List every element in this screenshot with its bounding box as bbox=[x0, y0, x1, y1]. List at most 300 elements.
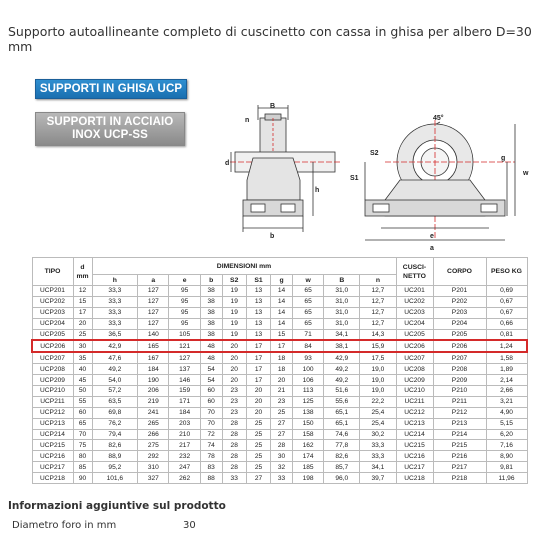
table-cell: P211 bbox=[433, 396, 486, 407]
table-cell: 42,9 bbox=[92, 340, 138, 352]
table-cell: 14 bbox=[271, 296, 293, 307]
table-cell: 11,96 bbox=[486, 473, 527, 484]
table-cell: 171 bbox=[169, 396, 200, 407]
table-cell: UCP203 bbox=[32, 307, 73, 318]
table-cell: UCP210 bbox=[32, 386, 73, 397]
table-cell: 206 bbox=[138, 386, 169, 397]
table-cell: P218 bbox=[433, 473, 486, 484]
supporti-ghisa-button[interactable]: SUPPORTI IN GHISA UCP bbox=[35, 79, 187, 99]
table-cell: 25 bbox=[271, 407, 293, 418]
table-cell: 113 bbox=[292, 386, 323, 397]
table-cell: 54 bbox=[200, 375, 222, 386]
table-cell: UCP207 bbox=[32, 352, 73, 363]
table-cell: 70 bbox=[200, 407, 222, 418]
table-cell: 19 bbox=[222, 307, 246, 318]
table-cell: 65,1 bbox=[324, 418, 360, 429]
table-cell: 90 bbox=[73, 473, 92, 484]
table-cell: 20 bbox=[222, 375, 246, 386]
table-cell: 9,81 bbox=[486, 462, 527, 473]
table-cell: P206 bbox=[433, 340, 486, 352]
table-row bbox=[32, 286, 527, 297]
table-cell: UCP216 bbox=[32, 451, 73, 462]
table-cell: UCP202 bbox=[32, 296, 73, 307]
table-cell: 78 bbox=[200, 451, 222, 462]
table-row bbox=[32, 473, 527, 484]
table-cell: 60 bbox=[200, 386, 222, 397]
table-cell: 100 bbox=[292, 364, 323, 375]
table-row bbox=[32, 307, 527, 318]
table-cell: UC213 bbox=[396, 418, 433, 429]
table-cell: UCP208 bbox=[32, 364, 73, 375]
header-corpo: CORPO bbox=[433, 258, 486, 286]
table-cell: 12 bbox=[73, 286, 92, 297]
table-cell: 19,0 bbox=[360, 375, 396, 386]
table-cell: 266 bbox=[138, 429, 169, 440]
table-cell: 15 bbox=[73, 296, 92, 307]
table-cell: 93 bbox=[292, 352, 323, 363]
table-cell: UCP211 bbox=[32, 396, 73, 407]
table-cell: 65 bbox=[73, 418, 92, 429]
table-cell: 63,5 bbox=[92, 396, 138, 407]
table-cell: 20 bbox=[222, 340, 246, 352]
table-cell: 33 bbox=[222, 473, 246, 484]
table-cell: 165 bbox=[138, 340, 169, 352]
table-cell: 30 bbox=[73, 340, 92, 352]
table-cell: 310 bbox=[138, 462, 169, 473]
table-cell: 57,2 bbox=[92, 386, 138, 397]
table-cell: 84 bbox=[292, 340, 323, 352]
table-cell: 162 bbox=[292, 440, 323, 451]
table-cell: 70 bbox=[73, 429, 92, 440]
table-cell: P214 bbox=[433, 429, 486, 440]
table-cell: 174 bbox=[292, 451, 323, 462]
info-value: 30 bbox=[183, 520, 196, 531]
product-description: Supporto autoallineante completo di cuscinetto con cassa in ghisa per albero D=30 mm bbox=[8, 24, 532, 54]
table-row bbox=[32, 396, 527, 407]
table-cell: 210 bbox=[169, 429, 200, 440]
table-cell: 33 bbox=[271, 473, 293, 484]
table-cell: P203 bbox=[433, 307, 486, 318]
table-cell: 50 bbox=[73, 386, 92, 397]
table-cell: 65 bbox=[292, 318, 323, 329]
table-cell: 23 bbox=[222, 386, 246, 397]
table-cell: 12,7 bbox=[360, 286, 396, 297]
header-d: d mm bbox=[73, 258, 92, 286]
table-cell: P215 bbox=[433, 440, 486, 451]
table-cell: 17 bbox=[73, 307, 92, 318]
table-cell: 82,6 bbox=[92, 440, 138, 451]
table-cell: 33,3 bbox=[92, 296, 138, 307]
table-cell: 19 bbox=[222, 296, 246, 307]
acciaio-line1: SUPPORTI IN ACCIAIO bbox=[46, 116, 174, 128]
subheader-e: e bbox=[169, 275, 200, 286]
specifications-table bbox=[31, 257, 528, 484]
table-cell: 20 bbox=[246, 386, 270, 397]
table-cell: 28 bbox=[222, 451, 246, 462]
table-cell: 19,0 bbox=[360, 386, 396, 397]
table-cell: 76,2 bbox=[92, 418, 138, 429]
table-cell: UC209 bbox=[396, 375, 433, 386]
table-cell: P217 bbox=[433, 462, 486, 473]
label-g: g bbox=[501, 155, 506, 162]
label-w: w bbox=[523, 170, 529, 177]
table-cell: 70 bbox=[200, 418, 222, 429]
table-cell: 51,6 bbox=[324, 386, 360, 397]
table-cell: 30,2 bbox=[360, 429, 396, 440]
table-cell: 0,66 bbox=[486, 318, 527, 329]
table-cell: 25 bbox=[246, 440, 270, 451]
table-cell: P212 bbox=[433, 407, 486, 418]
table-cell: 0,67 bbox=[486, 307, 527, 318]
table-cell: 31,0 bbox=[324, 318, 360, 329]
header-peso: PESO KG bbox=[486, 258, 527, 286]
subheader-b: B bbox=[324, 275, 360, 286]
table-cell: 49,2 bbox=[324, 364, 360, 375]
table-cell: 3,21 bbox=[486, 396, 527, 407]
table-cell: P213 bbox=[433, 418, 486, 429]
table-row bbox=[32, 352, 527, 363]
table-cell: UCP209 bbox=[32, 375, 73, 386]
table-cell: 1,58 bbox=[486, 352, 527, 363]
table-cell: 20 bbox=[222, 364, 246, 375]
label-d: d bbox=[225, 160, 230, 167]
table-row bbox=[32, 296, 527, 307]
subheader-b: b bbox=[200, 275, 222, 286]
table-row bbox=[32, 451, 527, 462]
subheader-w: w bbox=[292, 275, 323, 286]
table-cell: 31,0 bbox=[324, 286, 360, 297]
header-dimensioni: DIMENSIONI mm bbox=[92, 258, 396, 275]
table-cell: UC205 bbox=[396, 329, 433, 340]
table-cell: 17 bbox=[246, 352, 270, 363]
table-cell: UC210 bbox=[396, 386, 433, 397]
table-cell: 127 bbox=[138, 296, 169, 307]
table-cell: 146 bbox=[169, 375, 200, 386]
table-cell: 0,81 bbox=[486, 329, 527, 340]
table-cell: 12,7 bbox=[360, 318, 396, 329]
table-cell: 184 bbox=[138, 364, 169, 375]
table-cell: 19 bbox=[222, 329, 246, 340]
table-cell: 15 bbox=[271, 329, 293, 340]
table-cell: UC202 bbox=[396, 296, 433, 307]
table-cell: 60 bbox=[73, 407, 92, 418]
table-cell: 262 bbox=[169, 473, 200, 484]
table-cell: UC211 bbox=[396, 396, 433, 407]
label-S1: S1 bbox=[350, 175, 359, 182]
table-cell: UC216 bbox=[396, 451, 433, 462]
table-row bbox=[32, 340, 527, 352]
table-cell: 127 bbox=[138, 318, 169, 329]
table-cell: 184 bbox=[169, 407, 200, 418]
table-cell: 265 bbox=[138, 418, 169, 429]
table-cell: UCP218 bbox=[32, 473, 73, 484]
table-cell: 25 bbox=[73, 329, 92, 340]
table-cell: UC204 bbox=[396, 318, 433, 329]
table-cell: 203 bbox=[169, 418, 200, 429]
table-row bbox=[32, 318, 527, 329]
table-cell: 219 bbox=[138, 396, 169, 407]
table-cell: 17 bbox=[246, 340, 270, 352]
table-cell: 167 bbox=[138, 352, 169, 363]
header-tipo: TIPO bbox=[32, 258, 73, 286]
table-cell: P205 bbox=[433, 329, 486, 340]
table-cell: 65 bbox=[292, 296, 323, 307]
table-cell: 25 bbox=[246, 429, 270, 440]
table-cell: 8,90 bbox=[486, 451, 527, 462]
table-cell: 54 bbox=[200, 364, 222, 375]
table-cell: 33,3 bbox=[360, 440, 396, 451]
info-heading: Informazioni aggiuntive sul prodotto bbox=[8, 500, 226, 512]
table-cell: 2,66 bbox=[486, 386, 527, 397]
front-view bbox=[350, 114, 529, 250]
table-cell: 74,6 bbox=[324, 429, 360, 440]
acciaio-line2: INOX UCP-SS bbox=[72, 129, 148, 141]
table-cell: 49,2 bbox=[92, 364, 138, 375]
table-cell: 140 bbox=[138, 329, 169, 340]
table-cell: 185 bbox=[292, 462, 323, 473]
table-cell: 20 bbox=[222, 352, 246, 363]
table-cell: 12,7 bbox=[360, 296, 396, 307]
table-cell: 31,0 bbox=[324, 307, 360, 318]
table-cell: 13 bbox=[246, 286, 270, 297]
table-cell: 0,67 bbox=[486, 296, 527, 307]
table-cell: UC218 bbox=[396, 473, 433, 484]
table-cell: 95,2 bbox=[92, 462, 138, 473]
table-cell: 40 bbox=[73, 364, 92, 375]
table-cell: 17,5 bbox=[360, 352, 396, 363]
table-row bbox=[32, 364, 527, 375]
table-cell: 38 bbox=[200, 329, 222, 340]
table-cell: 1,24 bbox=[486, 340, 527, 352]
table-cell: 49,2 bbox=[324, 375, 360, 386]
side-view bbox=[225, 103, 340, 240]
table-cell: 12,7 bbox=[360, 307, 396, 318]
table-cell: 77,8 bbox=[324, 440, 360, 451]
label-b: b bbox=[270, 233, 275, 240]
table-cell: 54,0 bbox=[92, 375, 138, 386]
table-cell: 42,9 bbox=[324, 352, 360, 363]
table-cell: 38 bbox=[200, 318, 222, 329]
table-cell: 121 bbox=[169, 340, 200, 352]
table-cell: UCP201 bbox=[32, 286, 73, 297]
table-cell: 137 bbox=[169, 364, 200, 375]
table-cell: 45 bbox=[73, 375, 92, 386]
table-cell: 19 bbox=[222, 286, 246, 297]
table-cell: 19,0 bbox=[360, 364, 396, 375]
table-cell: 28 bbox=[222, 462, 246, 473]
table-cell: 34,1 bbox=[360, 462, 396, 473]
table-cell: 79,4 bbox=[92, 429, 138, 440]
table-cell: 22,2 bbox=[360, 396, 396, 407]
table-cell: 25 bbox=[246, 462, 270, 473]
subheader-s2: S2 bbox=[222, 275, 246, 286]
table-cell: UC203 bbox=[396, 307, 433, 318]
table-cell: 127 bbox=[169, 352, 200, 363]
table-cell: 33,3 bbox=[360, 451, 396, 462]
table-cell: 20 bbox=[246, 407, 270, 418]
table-cell: 60 bbox=[200, 396, 222, 407]
header-cuscinetto: CUSCI-NETTO bbox=[396, 258, 433, 286]
table-cell: 17 bbox=[246, 375, 270, 386]
table-cell: 127 bbox=[138, 286, 169, 297]
table-cell: 38,1 bbox=[324, 340, 360, 352]
table-cell: 14 bbox=[271, 318, 293, 329]
table-row bbox=[32, 462, 527, 473]
table-cell: 36,5 bbox=[92, 329, 138, 340]
table-cell: UCP212 bbox=[32, 407, 73, 418]
table-cell: 7,16 bbox=[486, 440, 527, 451]
table-cell: 82,6 bbox=[324, 451, 360, 462]
table-cell: 138 bbox=[292, 407, 323, 418]
table-cell: 65 bbox=[292, 286, 323, 297]
table-cell: 27 bbox=[246, 473, 270, 484]
table-cell: 18 bbox=[271, 352, 293, 363]
table-cell: 241 bbox=[138, 407, 169, 418]
table-cell: 72 bbox=[200, 429, 222, 440]
table-cell: 19 bbox=[222, 318, 246, 329]
table-cell: 33,3 bbox=[92, 318, 138, 329]
table-cell: UC206 bbox=[396, 340, 433, 352]
table-cell: 14,3 bbox=[360, 329, 396, 340]
table-row bbox=[32, 440, 527, 451]
table-cell: 292 bbox=[138, 451, 169, 462]
table-cell: 190 bbox=[138, 375, 169, 386]
table-cell: 95 bbox=[169, 318, 200, 329]
table-cell: 327 bbox=[138, 473, 169, 484]
table-cell: UC217 bbox=[396, 462, 433, 473]
table-cell: 23 bbox=[222, 396, 246, 407]
table-cell: 13 bbox=[246, 318, 270, 329]
table-cell: 31,0 bbox=[324, 296, 360, 307]
table-cell: 33,3 bbox=[92, 307, 138, 318]
table-row bbox=[32, 329, 527, 340]
label-h: h bbox=[315, 187, 320, 194]
supporti-acciaio-inox-button[interactable] bbox=[35, 112, 185, 146]
table-cell: P204 bbox=[433, 318, 486, 329]
table-cell: 150 bbox=[292, 418, 323, 429]
table-cell: 20 bbox=[271, 375, 293, 386]
table-cell: UC214 bbox=[396, 429, 433, 440]
subheader-g: g bbox=[271, 275, 293, 286]
table-cell: 65,1 bbox=[324, 407, 360, 418]
table-cell: 23 bbox=[271, 396, 293, 407]
table-cell: 25,4 bbox=[360, 407, 396, 418]
table-cell: 15,9 bbox=[360, 340, 396, 352]
table-cell: 95 bbox=[169, 307, 200, 318]
label-n: n bbox=[245, 117, 250, 124]
table-row bbox=[32, 429, 527, 440]
table-cell: 127 bbox=[138, 307, 169, 318]
subheader-a: a bbox=[138, 275, 169, 286]
table-cell: UC207 bbox=[396, 352, 433, 363]
table-cell: 106 bbox=[292, 375, 323, 386]
table-cell: 33,3 bbox=[92, 286, 138, 297]
table-cell: 38 bbox=[200, 286, 222, 297]
table-cell: 69,8 bbox=[92, 407, 138, 418]
table-cell: 17 bbox=[246, 364, 270, 375]
table-cell: 34,1 bbox=[324, 329, 360, 340]
table-cell: 247 bbox=[169, 462, 200, 473]
table-cell: UCP215 bbox=[32, 440, 73, 451]
table-cell: P216 bbox=[433, 451, 486, 462]
table-row bbox=[32, 418, 527, 429]
table-cell: 30 bbox=[271, 451, 293, 462]
table-cell: 21 bbox=[271, 386, 293, 397]
table-cell: 55,6 bbox=[324, 396, 360, 407]
table-cell: UC208 bbox=[396, 364, 433, 375]
table-cell: 217 bbox=[169, 440, 200, 451]
table-cell: 74 bbox=[200, 440, 222, 451]
table-cell: 95 bbox=[169, 296, 200, 307]
table-row bbox=[32, 407, 527, 418]
table-cell: P202 bbox=[433, 296, 486, 307]
table-cell: 20 bbox=[246, 396, 270, 407]
table-cell: UC201 bbox=[396, 286, 433, 297]
table-cell: 159 bbox=[169, 386, 200, 397]
table-cell: 101,6 bbox=[92, 473, 138, 484]
label-S2: S2 bbox=[370, 150, 379, 157]
table-cell: 88,9 bbox=[92, 451, 138, 462]
label-e: e bbox=[430, 233, 434, 240]
label-angle: 45° bbox=[433, 115, 444, 122]
table-cell: 83 bbox=[200, 462, 222, 473]
table-cell: 23 bbox=[222, 407, 246, 418]
subheader-n: n bbox=[360, 275, 396, 286]
table-cell: 158 bbox=[292, 429, 323, 440]
table-cell: 27 bbox=[271, 429, 293, 440]
subheader-s1: S1 bbox=[246, 275, 270, 286]
table-cell: 28 bbox=[271, 440, 293, 451]
technical-drawing bbox=[225, 100, 530, 250]
subheader-h: h bbox=[92, 275, 138, 286]
table-cell: 48 bbox=[200, 340, 222, 352]
table-cell: 2,14 bbox=[486, 375, 527, 386]
table-cell: 28 bbox=[222, 440, 246, 451]
table-cell: 27 bbox=[271, 418, 293, 429]
table-cell: 17 bbox=[271, 340, 293, 352]
table-cell: 275 bbox=[138, 440, 169, 451]
table-row bbox=[32, 386, 527, 397]
table-cell: 39,7 bbox=[360, 473, 396, 484]
table-cell: 32 bbox=[271, 462, 293, 473]
table-cell: 13 bbox=[246, 296, 270, 307]
table-cell: P209 bbox=[433, 375, 486, 386]
table-cell: 4,90 bbox=[486, 407, 527, 418]
table-cell: 85,7 bbox=[324, 462, 360, 473]
table-cell: 65 bbox=[292, 307, 323, 318]
table-row bbox=[32, 375, 527, 386]
table-cell: 95 bbox=[169, 286, 200, 297]
table-cell: 25 bbox=[246, 418, 270, 429]
table-cell: 14 bbox=[271, 286, 293, 297]
table-cell: 232 bbox=[169, 451, 200, 462]
table-cell: 14 bbox=[271, 307, 293, 318]
table-cell: 48 bbox=[200, 352, 222, 363]
table-cell: 13 bbox=[246, 307, 270, 318]
table-cell: 1,89 bbox=[486, 364, 527, 375]
table-cell: P207 bbox=[433, 352, 486, 363]
table-cell: UC212 bbox=[396, 407, 433, 418]
table-cell: UCP204 bbox=[32, 318, 73, 329]
table-cell: 28 bbox=[222, 429, 246, 440]
table-cell: 38 bbox=[200, 307, 222, 318]
table-cell: UCP217 bbox=[32, 462, 73, 473]
table-cell: 20 bbox=[73, 318, 92, 329]
table-cell: 0,69 bbox=[486, 286, 527, 297]
table-cell: P210 bbox=[433, 386, 486, 397]
table-cell: 80 bbox=[73, 451, 92, 462]
table-cell: 6,20 bbox=[486, 429, 527, 440]
